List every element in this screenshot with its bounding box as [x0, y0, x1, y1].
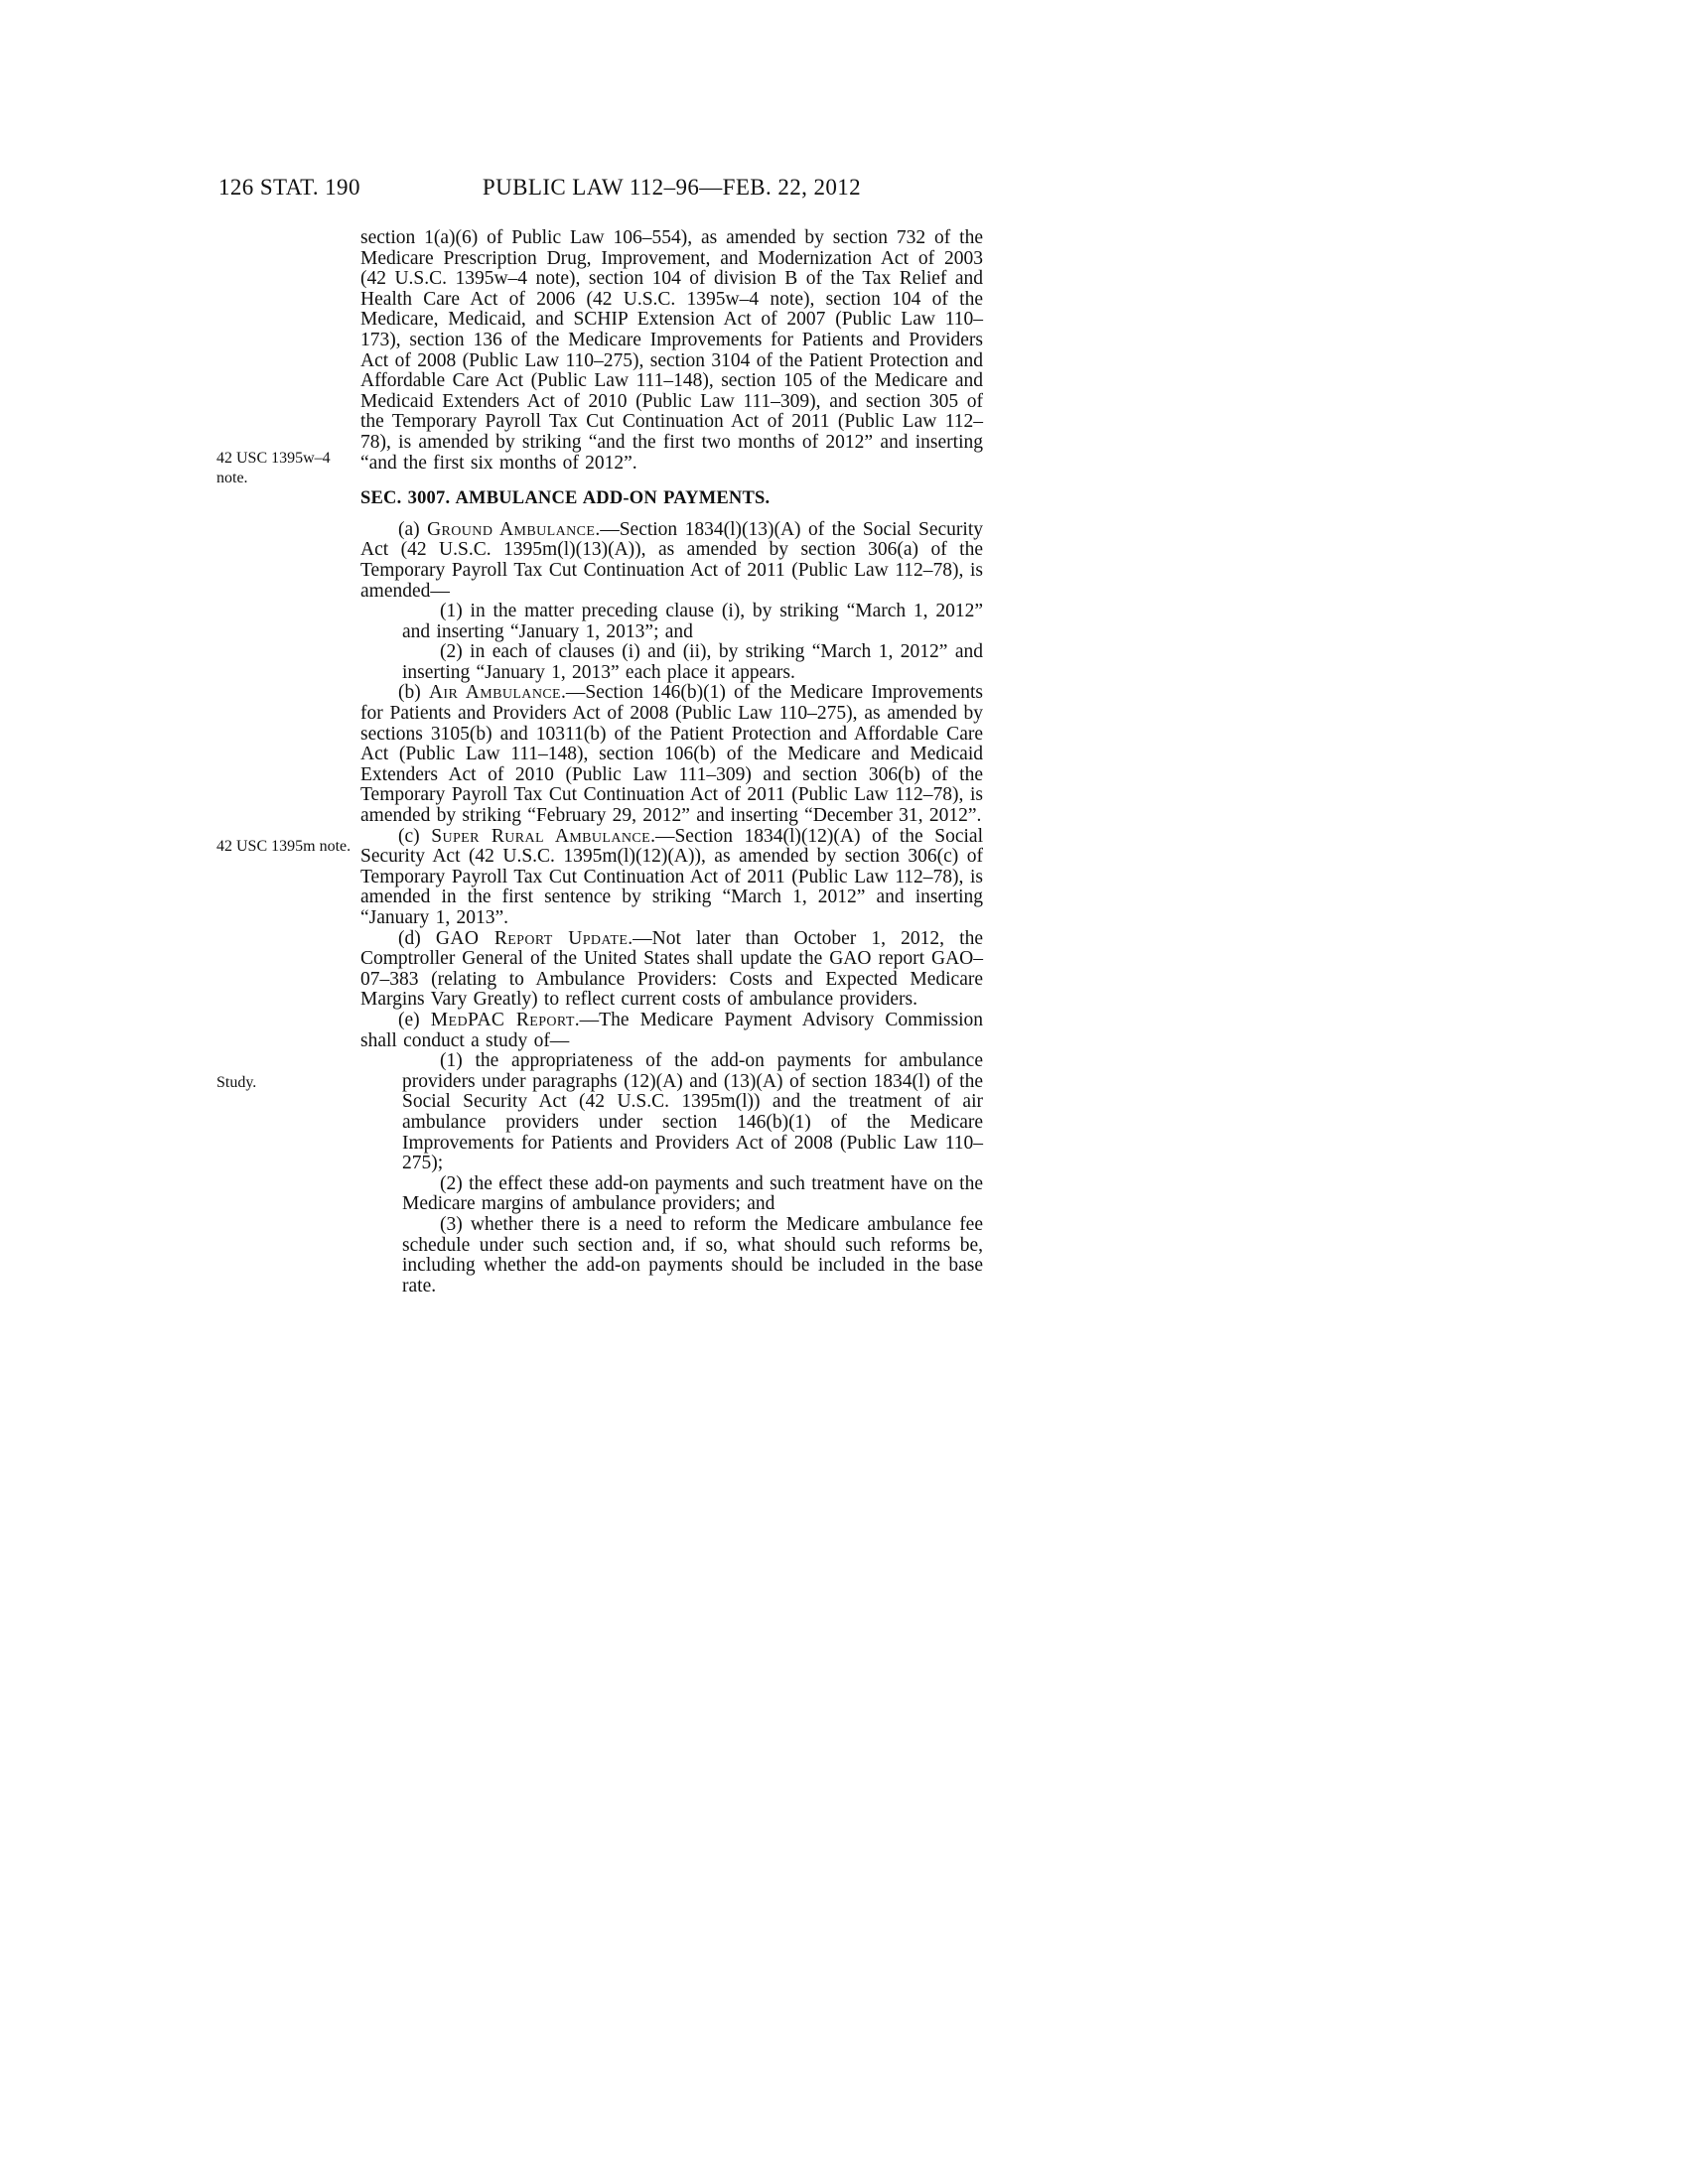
text-run: (1) the appropriateness of the add-on payments for ambulance providers under paragraphs (12)(A) and (13)(A) of section 1834(l) of the Social Security Act (42 U.S.C. 1395m(l)) and the treatment of air ambulance providers under section 146(b)(1) of the Medicare Improvements for Patients and Providers Act of 2008 (Public Law 110–275);: [402, 1050, 983, 1174]
paragraph: [360, 520, 983, 602]
text-run: .—Section 146(b)(1) of the Medicare Improvements for Patients and Providers Act of 2008 (Public Law 110–275), as amended by sections 3105(b) and 10311(b) of the Patient Protection and Affordable Care Act (Public Law 111–148), section 106(b) of the Medicare and Medicaid Extenders Act of 2010 (Public Law 111–309) and section 306(b) of the Temporary Payroll Tax Cut Continuation Act of 2011 (Public Law 112–78), is amended by striking “February 29, 2012” and inserting “December 31, 2012”.: [360, 682, 983, 827]
margin-note: 42 USC 1395w–4 note.: [216, 450, 331, 486]
paragraph: [360, 1011, 983, 1051]
paragraph: [360, 827, 983, 929]
text-run: .—Section 1834(l)(13)(A) of the Social Security Act (42 U.S.C. 1395m(l)(13)(A)), as amended by section 306(a) of the Temporary Payroll Tax Cut Continuation Act of 2011 (Public Law 112–78), is amended—: [360, 518, 983, 602]
text-run: (c): [398, 825, 432, 847]
small-caps-label: GAO Report Update: [435, 927, 629, 949]
stat-page-number: 126 STAT. 190: [218, 175, 360, 200]
margin-notes: [216, 0, 355, 2184]
subparagraph: [402, 1174, 983, 1215]
paragraph: [360, 683, 983, 826]
subparagraph: [402, 1215, 983, 1297]
text-run: (a): [398, 518, 428, 540]
statute-text: [360, 228, 983, 1297]
paragraph: [360, 929, 983, 1011]
margin-note: Study.: [216, 1074, 257, 1091]
small-caps-label: MedPAC Report: [430, 1009, 575, 1030]
text-run: .—Not later than October 1, 2012, the Comptroller General of the United States shall update the GAO report GAO–07–383 (relating to Ambulance Providers: Costs and Expected Medicare Margins Vary Greatly) to reflect current costs of ambulance providers.: [360, 927, 983, 1011]
text-run: (b): [398, 682, 429, 704]
text-run: (e): [398, 1009, 431, 1030]
margin-note: 42 USC 1395m note.: [216, 838, 352, 855]
subparagraph: [402, 1051, 983, 1174]
text-run: (3) whether there is a need to reform the Medicare ambulance fee schedule under such section and, if so, what should such reforms be, including whether the add-on payments should be included in the base rate.: [402, 1213, 983, 1297]
text-run: (2) the effect these add-on payments and such treatment have on the Medicare margins of ambulance providers; and: [402, 1172, 983, 1215]
text-run: SEC. 3007. AMBULANCE ADD-ON PAYMENTS.: [360, 488, 771, 509]
text-run: .—The Medicare Payment Advisory Commission shall conduct a study of—: [360, 1009, 984, 1051]
paragraph-continuation: [360, 228, 983, 474]
small-caps-label: Ground Ambulance: [427, 518, 596, 540]
small-caps-label: Super Rural Ambulance: [431, 825, 651, 847]
text-run: section 1(a)(6) of Public Law 106–554), as amended by section 732 of the Medicare Prescription Drug, Improvement, and Modernization Act of 2003 (42 U.S.C. 1395w–4 note), section 104 of division B of the Tax Relief and Health Care Act of 2006 (42 U.S.C. 1395w–4 note), section 104 of the Medicare, Medicaid, and SCHIP Extension Act of 2007 (Public Law 110–173), section 136 of the Medicare Improvements for Patients and Providers Act of 2008 (Public Law 110–275), section 3104 of the Patient Protection and Affordable Care Act (Public Law 111–148), section 105 of the Medicare and Medicaid Extenders Act of 2010 (Public Law 111–309), and section 305 of the Temporary Payroll Tax Cut Continuation Act of 2011 (Public Law 112–78), is amended by striking “and the first two months of 2012” and inserting “and the first six months of 2012”.: [360, 227, 983, 474]
law-title: PUBLIC LAW 112–96—FEB. 22, 2012: [482, 175, 862, 200]
subparagraph: [402, 602, 983, 642]
text-run: (2) in each of clauses (i) and (ii), by striking “March 1, 2012” and inserting “January 1, 2013” each place it appears.: [402, 641, 983, 683]
text-run: (d): [398, 927, 436, 949]
section-heading: [360, 488, 983, 509]
text-run: (1) in the matter preceding clause (i), by striking “March 1, 2012” and inserting “January 1, 2013”; and: [402, 601, 983, 642]
text-run: .—Section 1834(l)(12)(A) of the Social Security Act (42 U.S.C. 1395m(l)(12)(A)), as amended by section 306(c) of Temporary Payroll Tax Cut Continuation Act of 2011 (Public Law 112–78), is amended in the first sentence by striking “March 1, 2012” and inserting “January 1, 2013”.: [360, 825, 983, 928]
small-caps-label: Air Ambulance: [428, 682, 562, 704]
subparagraph: [402, 642, 983, 683]
